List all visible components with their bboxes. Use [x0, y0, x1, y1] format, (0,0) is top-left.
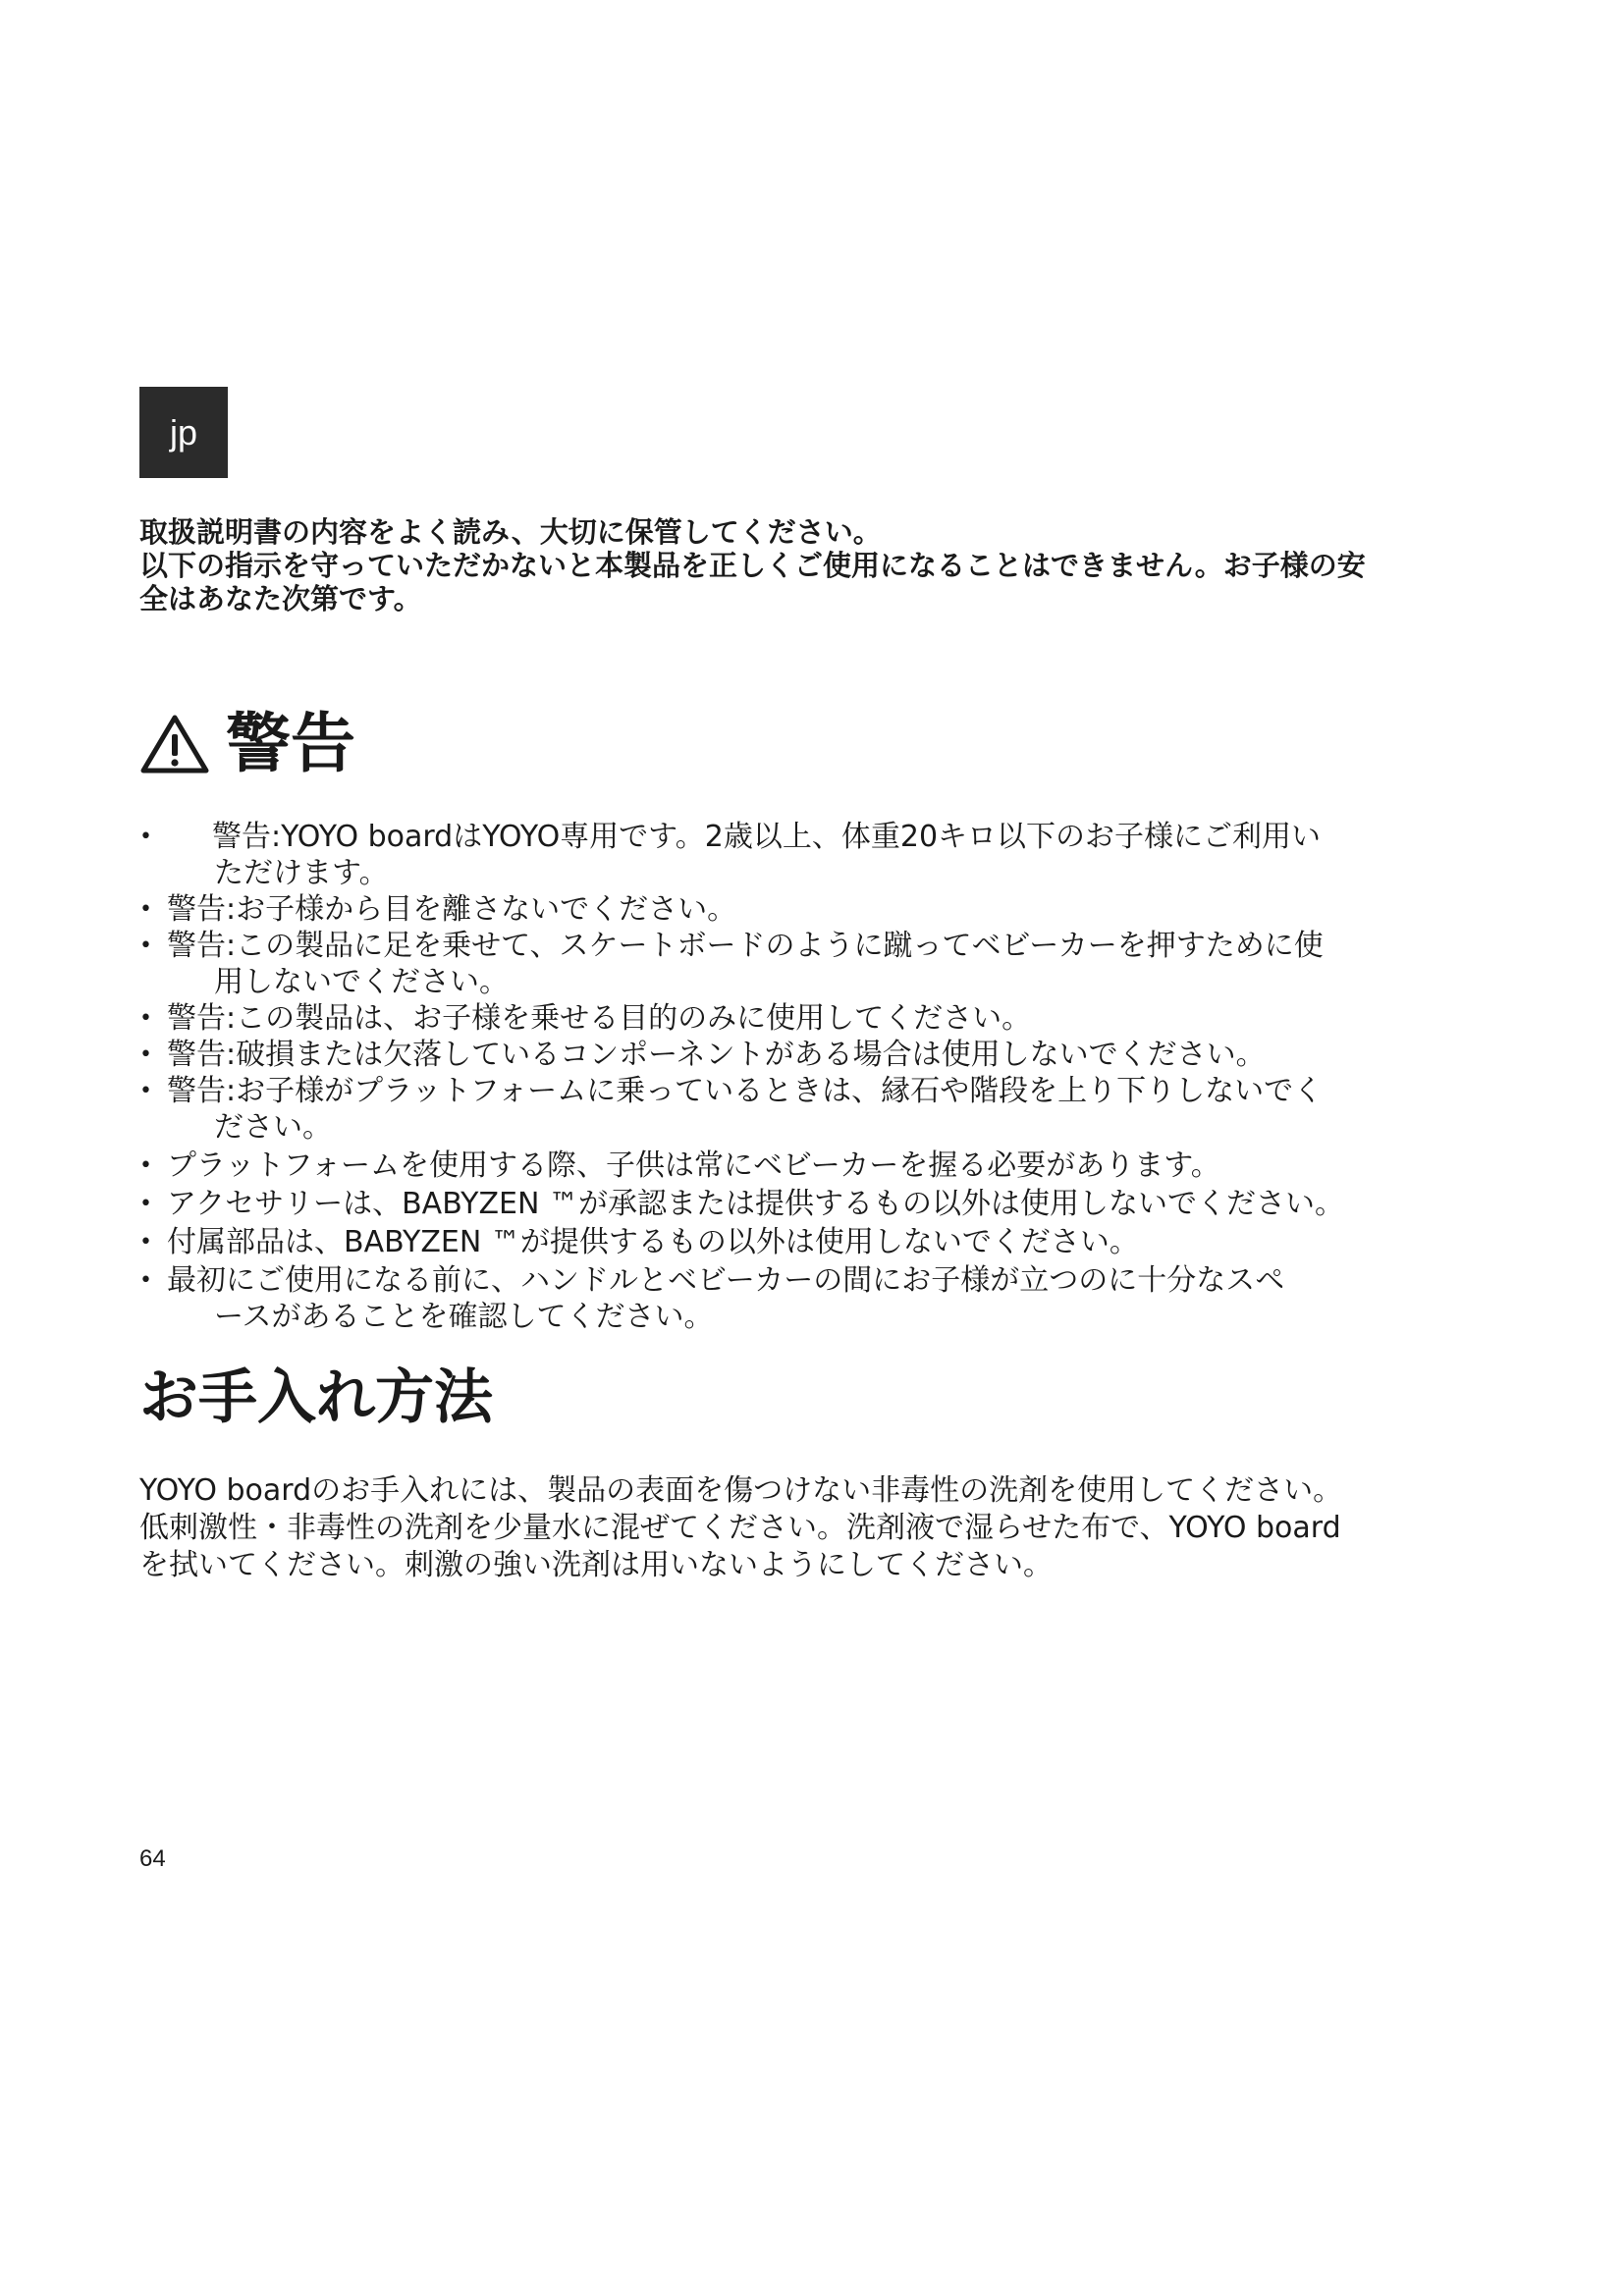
care-line: を拭いてください。刺激の強い洗剤は用いないようにしてください。 — [139, 1548, 1053, 1582]
warning-text: 警告:YOYO boardはYOYO専用です。2歳以上、体重20キロ以下のお子様にご利用い — [212, 820, 1322, 854]
warning-triangle-icon — [139, 713, 210, 775]
warning-text: 警告:お子様がプラットフォームに乗っているときは、縁石や階段を上り下りしないでく — [167, 1074, 1324, 1108]
warning-text-continued: 用しないでください。 — [214, 965, 509, 999]
intro-line: 以下の指示を守っていただかないと本製品を正しくご使用になることはできません。お子様の安 — [139, 549, 1366, 582]
bullet: • — [139, 1268, 152, 1293]
care-line: 低刺激性・非毒性の洗剤を少量水に混ぜてください。洗剤液で湿らせた布で、YOYO board — [139, 1511, 1341, 1545]
intro-line: 取扱説明書の内容をよく読み、大切に保管してください。 — [139, 515, 882, 549]
care-line: YOYO boardのお手入れには、製品の表面を傷つけない非毒性の洗剤を使用してください。 — [139, 1473, 1343, 1508]
intro-line: 全はあなた次第です。 — [139, 582, 422, 615]
care-title: お手入れ方法 — [139, 1363, 493, 1432]
care-instructions — [139, 1472, 1563, 1584]
language-tab — [139, 387, 228, 478]
bullet: • — [139, 1153, 152, 1178]
warning-text: 付属部品は、BABYZEN ™が提供するもの以外は使用しないでください。 — [167, 1225, 1139, 1259]
page-number: 64 — [139, 1845, 166, 1872]
bullet: • — [139, 934, 152, 958]
warning-text: 警告:破損または欠落しているコンポーネントがある場合は使用しないでください。 — [167, 1038, 1266, 1072]
warning-text-continued: ースがあることを確認してください。 — [214, 1300, 714, 1334]
bullet: • — [139, 1079, 152, 1103]
warning-item — [139, 1073, 1534, 1146]
warning-item — [139, 928, 1534, 1000]
warning-text: 最初にご使用になる前に、ハンドルとベビーカーの間にお子様が立つのに十分なスペ — [167, 1263, 1285, 1298]
warning-text: 警告:この製品に足を乗せて、スケートボードのように蹴ってベビーカーを押すために使 — [167, 929, 1324, 963]
warning-text: アクセサリーは、BABYZEN ™が承認または提供するもの以外は使用しないでください。 — [167, 1187, 1344, 1221]
warning-item — [139, 1224, 1534, 1260]
warning-text: 警告:お子様から目を離さないでください。 — [167, 892, 737, 927]
warning-item — [139, 1000, 1534, 1037]
warning-item — [139, 819, 1534, 891]
warning-text: プラットフォームを使用する際、子供は常にベビーカーを握る必要があります。 — [167, 1148, 1220, 1183]
warning-item — [139, 1262, 1534, 1335]
warning-item — [139, 1148, 1534, 1184]
bullet: • — [139, 1042, 152, 1067]
warning-item — [139, 891, 1534, 928]
bullet: • — [139, 825, 152, 849]
warning-text-continued: ただけます。 — [214, 856, 389, 890]
warning-title: 警告 — [226, 706, 355, 781]
bullet: • — [139, 897, 152, 922]
bullet: • — [139, 1006, 152, 1031]
warning-text: 警告:この製品は、お子様を乗せる目的のみに使用してください。 — [167, 1001, 1032, 1036]
bullet: • — [139, 1192, 152, 1216]
warning-item — [139, 1186, 1534, 1222]
warning-list — [139, 819, 1534, 1335]
intro-notice — [139, 515, 1563, 615]
warning-heading — [139, 705, 355, 783]
language-code: jp — [169, 411, 198, 453]
warning-text-continued: ださい。 — [214, 1110, 332, 1145]
bullet: • — [139, 1230, 152, 1255]
warning-item — [139, 1037, 1534, 1073]
